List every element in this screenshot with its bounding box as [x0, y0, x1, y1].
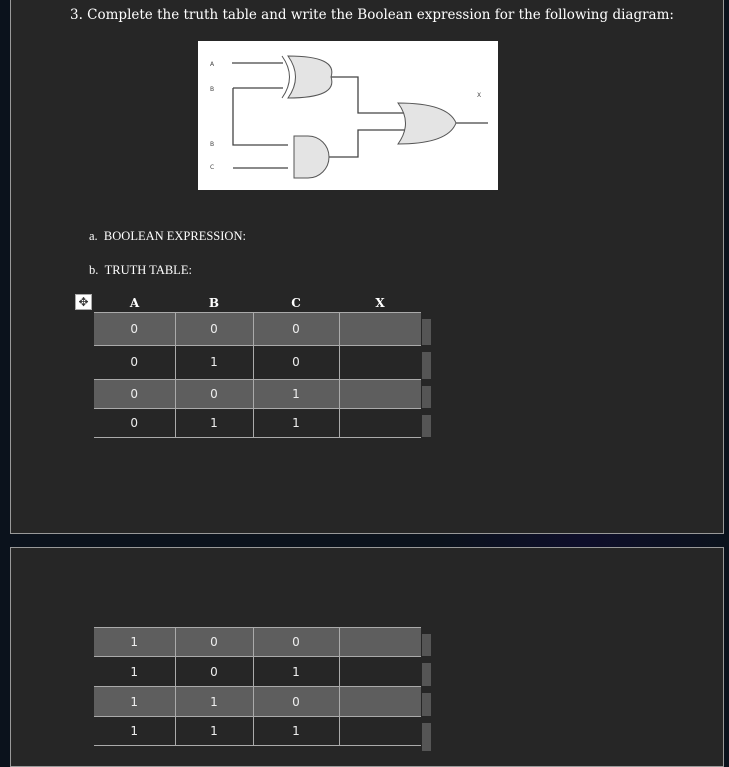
truth-table-label: b. TRUTH TABLE:	[89, 263, 192, 277]
output-label-x: X	[477, 92, 482, 99]
table-row	[94, 408, 421, 437]
cell: 0	[175, 379, 253, 408]
row-marker	[422, 663, 431, 686]
cell: 0	[94, 345, 175, 379]
cell: 0	[175, 628, 253, 657]
x-input-cell[interactable]	[339, 657, 421, 687]
logic-diagram	[198, 41, 498, 190]
x-input-cell[interactable]	[339, 379, 421, 408]
truth-table-bottom	[94, 627, 421, 746]
cell: 0	[175, 657, 253, 687]
input-label-a: A	[210, 61, 215, 68]
cell: 1	[94, 657, 175, 687]
table-row	[94, 312, 421, 345]
table-row	[94, 345, 421, 379]
x-input-cell[interactable]	[339, 717, 421, 746]
cell: 0	[175, 312, 253, 345]
row-marker	[422, 319, 431, 345]
row-marker	[422, 693, 431, 716]
row-marker	[422, 386, 431, 408]
cell: 1	[175, 345, 253, 379]
table-row	[94, 717, 421, 746]
cell: 0	[94, 408, 175, 437]
cell: 1	[253, 408, 339, 437]
table-row	[94, 628, 421, 657]
header-c: C	[291, 295, 301, 310]
truth-table-top	[94, 294, 421, 438]
table-move-handle-icon[interactable]: ✥	[75, 294, 92, 310]
cell: 1	[175, 687, 253, 717]
table-row	[94, 379, 421, 408]
cell: 0	[94, 312, 175, 345]
table-row	[94, 657, 421, 687]
cell: 1	[94, 687, 175, 717]
x-input-cell[interactable]	[339, 312, 421, 345]
cell: 0	[253, 312, 339, 345]
boolean-expression-label: a. BOOLEAN EXPRESSION:	[89, 229, 246, 243]
cell: 0	[253, 628, 339, 657]
cell: 0	[253, 687, 339, 717]
input-label-b: B	[210, 86, 215, 93]
cell: 1	[94, 717, 175, 746]
x-input-cell[interactable]	[339, 345, 421, 379]
header-x: X	[375, 295, 385, 310]
header-a: A	[129, 295, 140, 310]
x-input-cell[interactable]	[339, 408, 421, 437]
cell: 1	[253, 379, 339, 408]
cell: 1	[94, 628, 175, 657]
input-label-b2: B	[210, 141, 215, 148]
row-marker	[422, 415, 431, 437]
header-b: B	[208, 295, 220, 310]
table-row	[94, 687, 421, 717]
question-text: 3. Complete the truth table and write the Boolean expression for the following diagram:	[70, 7, 674, 23]
row-marker	[422, 634, 431, 656]
x-input-cell[interactable]	[339, 628, 421, 657]
logic-gates-figure	[198, 41, 498, 190]
cell: 1	[253, 657, 339, 687]
input-label-c: C	[210, 164, 215, 171]
cell: 0	[253, 345, 339, 379]
x-input-cell[interactable]	[339, 687, 421, 717]
row-marker	[422, 723, 431, 751]
row-marker	[422, 352, 431, 379]
cell: 1	[253, 717, 339, 746]
cell: 1	[175, 408, 253, 437]
cell: 0	[94, 379, 175, 408]
cell: 1	[175, 717, 253, 746]
